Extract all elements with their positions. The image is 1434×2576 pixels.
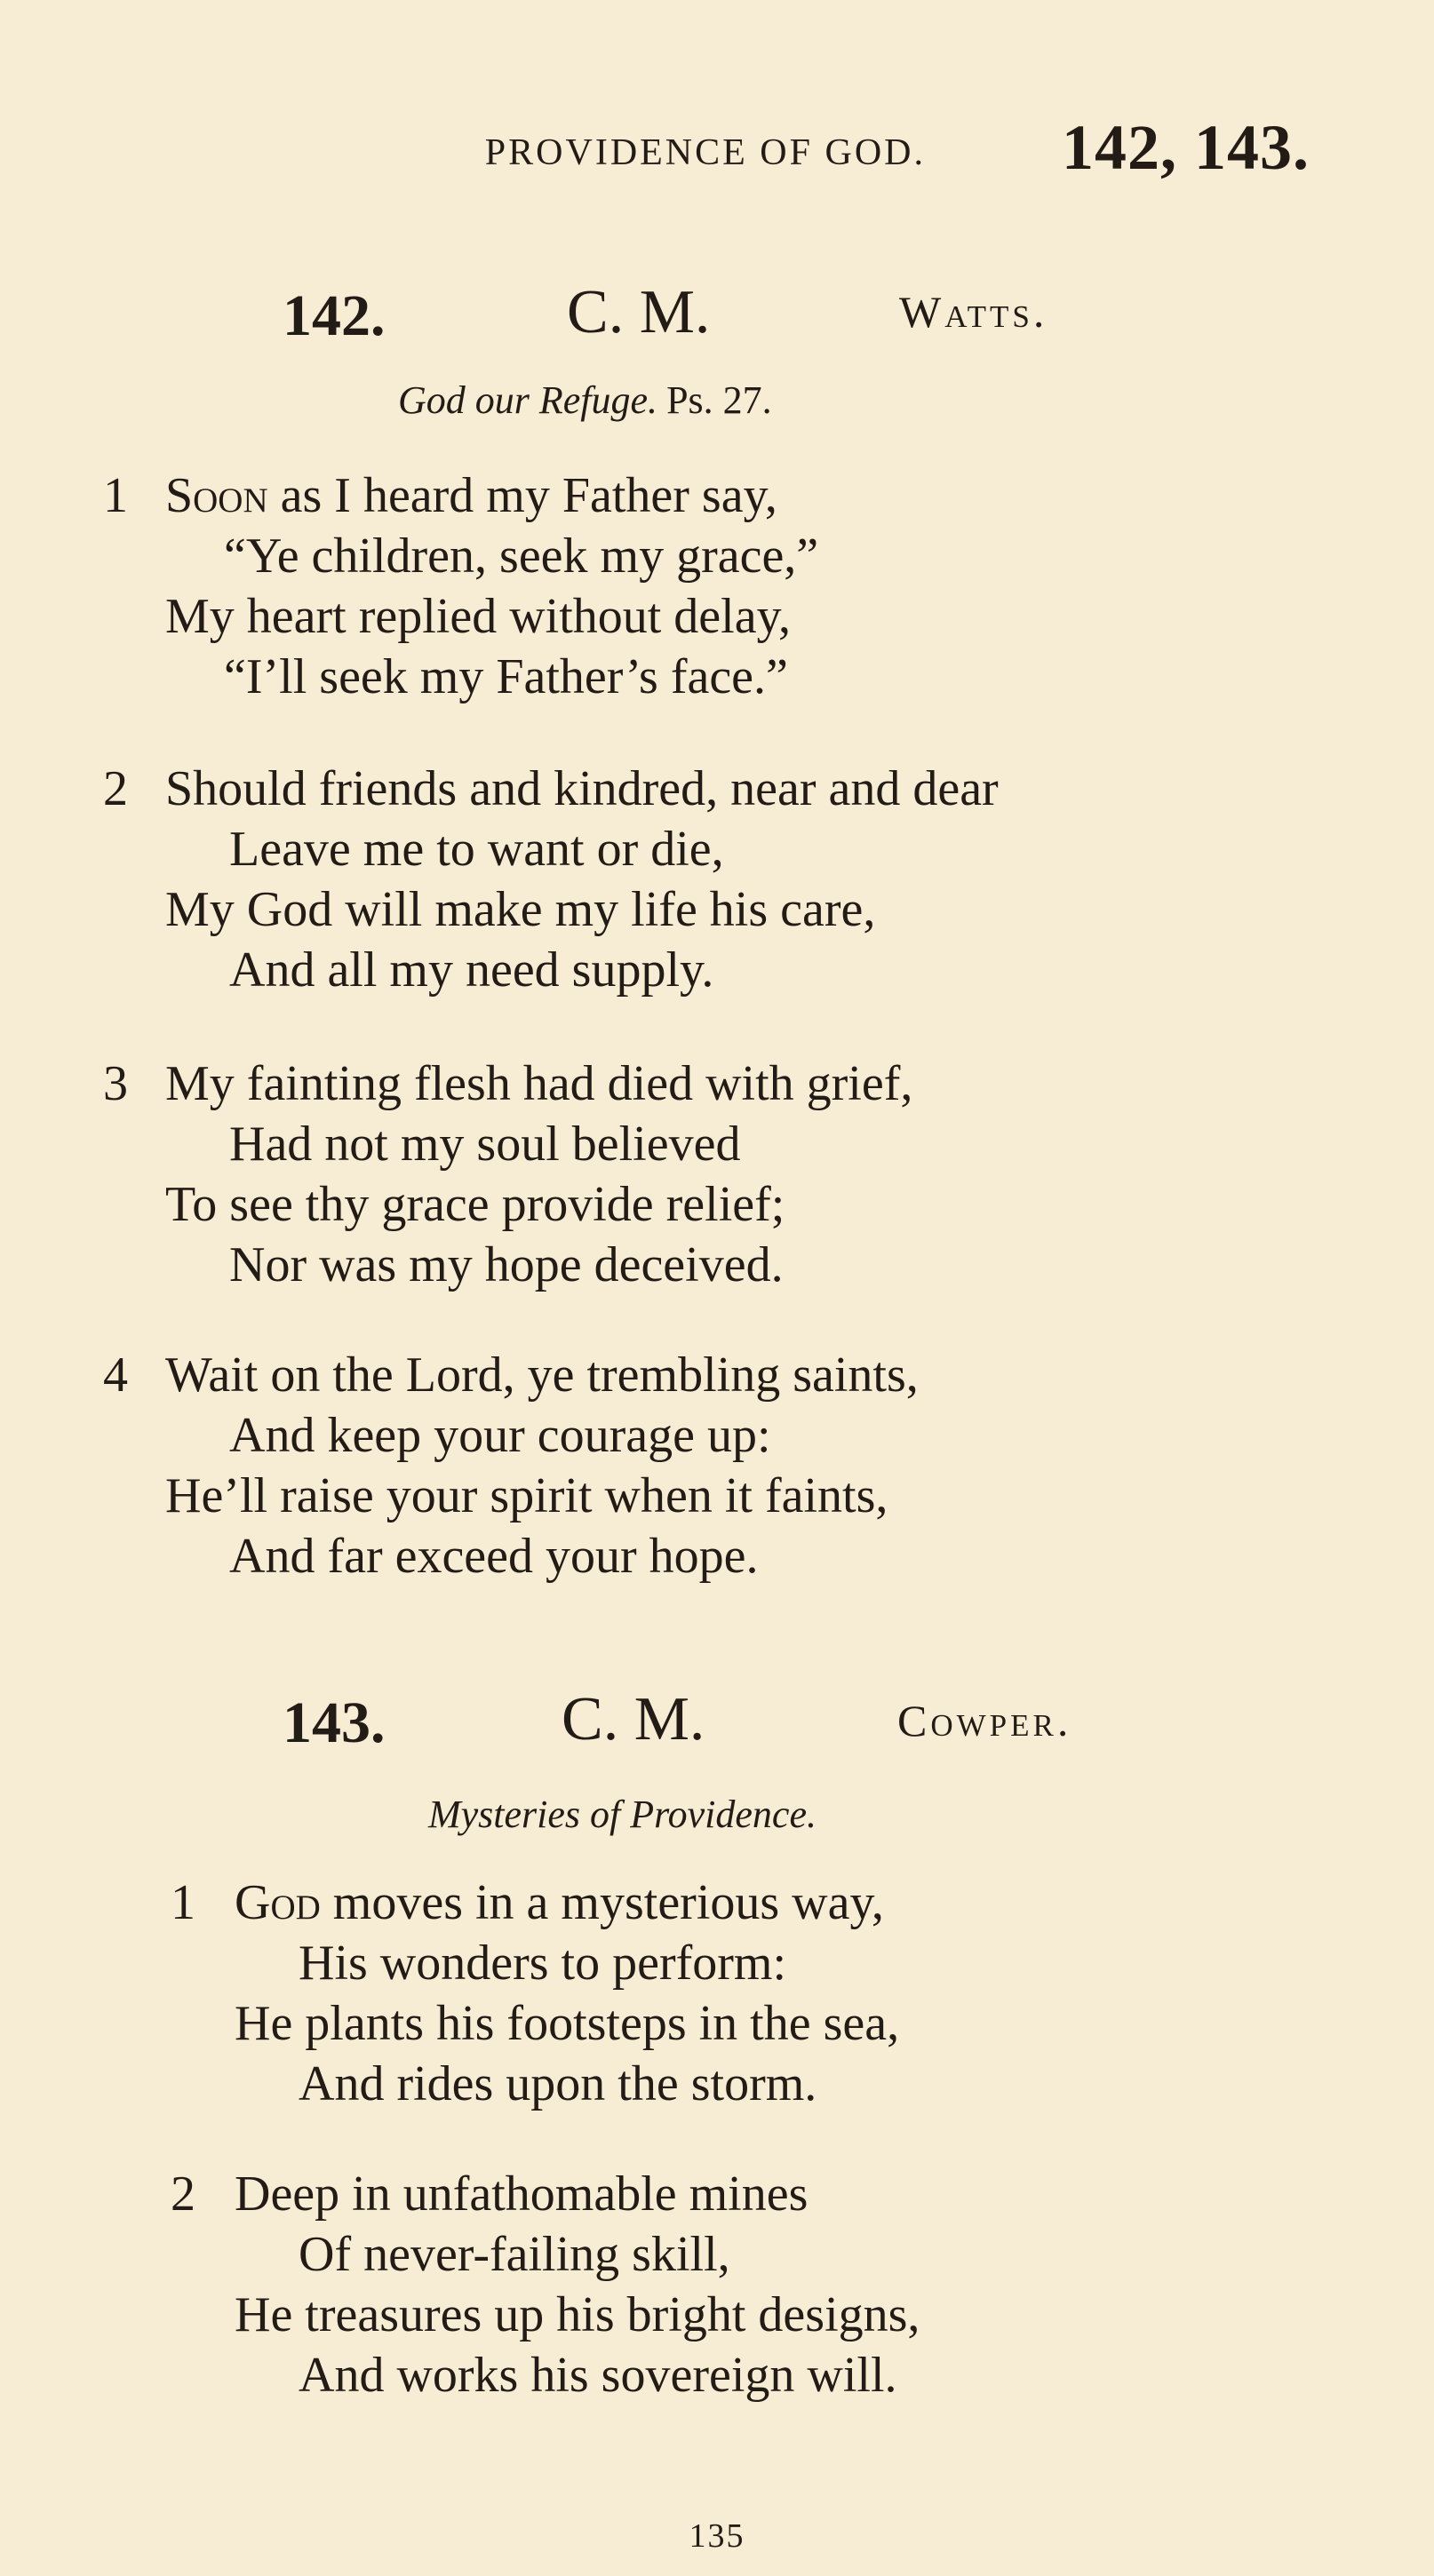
verse-line: God moves in a mysterious way, [235, 1875, 884, 1930]
hymn-number: 142. [283, 283, 386, 348]
hymn-subtitle: Mysteries of Providence. [428, 1793, 817, 1836]
verse-line: His wonders to perform: [299, 1936, 787, 1991]
verse-line: Should friends and kindred, near and dear [165, 761, 999, 816]
scripture-reference: Ps. 27. [666, 378, 772, 422]
verse-line: And all my need supply. [229, 942, 714, 998]
running-title: PROVIDENCE OF GOD. [484, 132, 926, 173]
verse-line: Wait on the Lord, ye trembling saints, [165, 1348, 919, 1403]
running-page-numbers: 142, 143. [1062, 112, 1310, 183]
stanza-number: 1 [103, 468, 128, 523]
verse-line: Deep in unfathomable mines [235, 2167, 809, 2222]
subtitle-text: God our Refuge. [398, 378, 658, 422]
verse-line: Nor was my hope deceived. [229, 1237, 784, 1292]
verse-line: Soon as I heard my Father say, [165, 468, 777, 523]
stanza-number: 2 [103, 761, 128, 816]
hymn-meter: C. M. [562, 1685, 705, 1753]
verse-line: And far exceed your hope. [229, 1529, 759, 1584]
verse-line: My heart replied without delay, [165, 589, 791, 644]
verse-line: My God will make my life his care, [165, 882, 876, 937]
verse-line: He treasures up his bright designs, [235, 2287, 920, 2342]
hymn-subtitle [398, 378, 772, 423]
verse-line: Had not my soul believed [229, 1117, 741, 1172]
verse-line: Of never-failing skill, [299, 2227, 730, 2282]
lead-word: Soon [165, 468, 268, 523]
hymn-number: 143. [283, 1690, 386, 1755]
verse-line: “I’ll seek my Father’s face.” [224, 649, 788, 704]
verse-line: To see thy grace provide relief; [165, 1177, 785, 1232]
verse-line: And works his sovereign will. [299, 2348, 897, 2403]
stanza-number: 2 [171, 2167, 195, 2222]
page-folio: 135 [689, 2517, 745, 2555]
hymn-meter: C. M. [567, 278, 711, 346]
verse-line: And keep your courage up: [229, 1408, 771, 1463]
verse-line: He’ll raise your spirit when it faints, [165, 1468, 888, 1523]
stanza-number: 3 [103, 1056, 128, 1111]
stanza-number: 4 [103, 1348, 128, 1403]
verse-line: He plants his footsteps in the sea, [235, 1996, 900, 2051]
stanza-number: 1 [171, 1875, 195, 1930]
lead-word: God [235, 1875, 321, 1930]
verse-line: “Ye children, seek my grace,” [224, 529, 819, 584]
verse-line: My fainting flesh had died with grief, [165, 1056, 913, 1111]
verse-line: And rides upon the storm. [299, 2056, 817, 2111]
hymn-author: Watts. [899, 287, 1048, 337]
verse-line: Leave me to want or die, [229, 822, 724, 877]
hymn-author: Cowper. [897, 1696, 1072, 1745]
